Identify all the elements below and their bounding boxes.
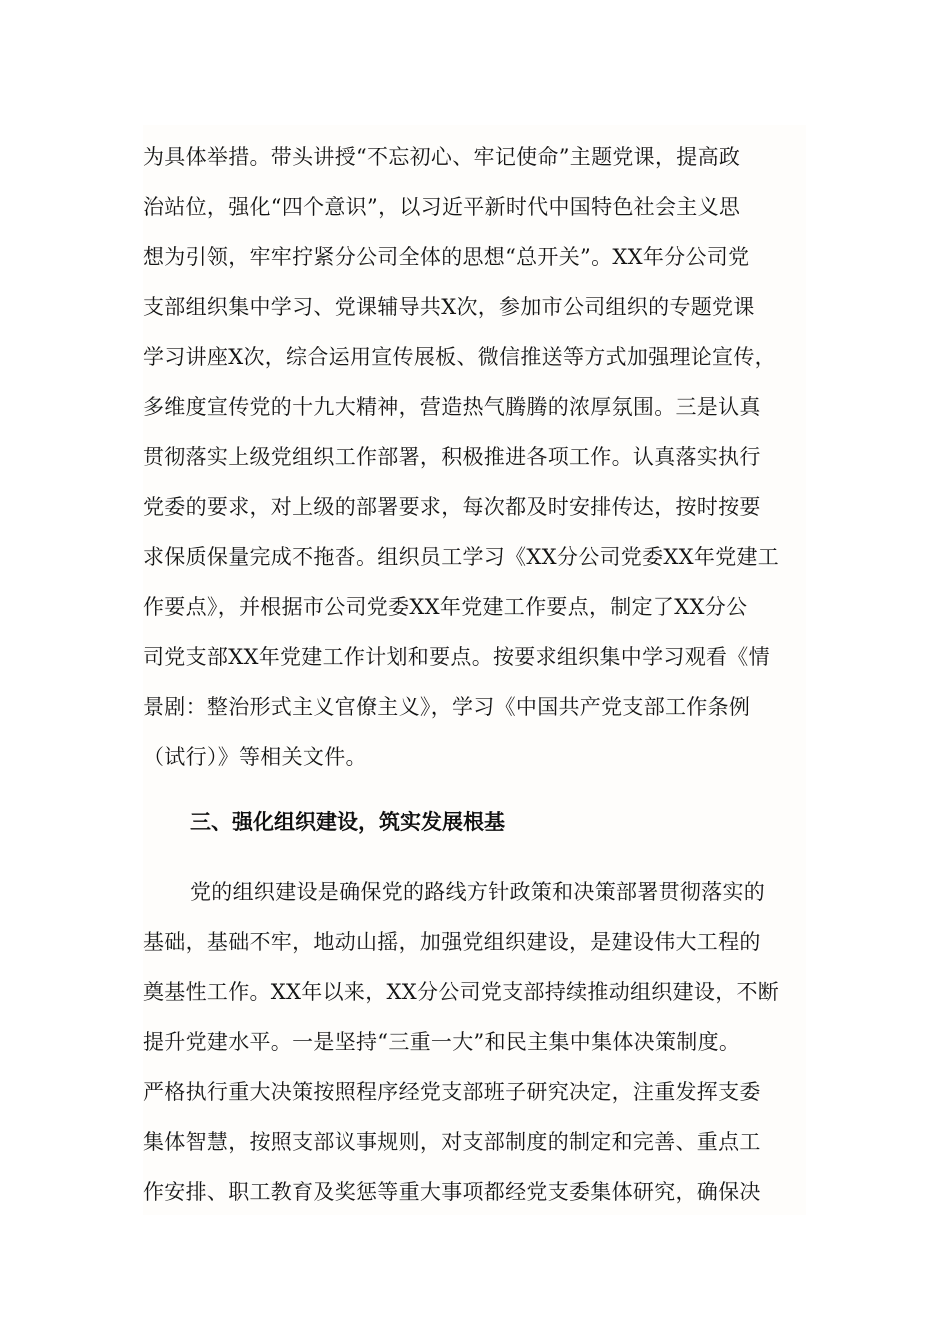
- paragraph-line: 想为引领，牢牢拧紧分公司全体的思想“总开关”。XX年分公司党: [143, 245, 750, 269]
- paragraph-line: 集体智慧，按照支部议事规则，对支部制度的制定和完善、重点工: [143, 1130, 761, 1154]
- paragraph-line: （试行）》等相关文件。: [143, 745, 367, 769]
- paragraph-line: 作要点》，并根据市公司党委XX年党建工作要点，制定了XX分公: [143, 595, 748, 619]
- paragraph-line: 作安排、职工教育及奖惩等重大事项都经党支委集体研究，确保决: [143, 1180, 761, 1204]
- paragraph-line: 景剧：整治形式主义官僚主义》，学习《中国共产党支部工作条例: [143, 695, 751, 719]
- paragraph-line: 多维度宣传党的十九大精神，营造热气腾腾的浓厚氛围。三是认真: [143, 395, 761, 419]
- section-heading: 三、强化组织建设，筑实发展根基: [190, 809, 505, 834]
- paragraph-line: 党的组织建设是确保党的路线方针政策和决策部署贯彻落实的: [190, 880, 766, 904]
- paragraph-line: 为具体举措。带头讲授“不忘初心、牢记使命”主题党课，提高政: [143, 145, 741, 169]
- paragraph-line: 贯彻落实上级党组织工作部署，积极推进各项工作。认真落实执行: [143, 445, 761, 469]
- paragraph-line: 学习讲座X次，综合运用宣传展板、微信推送等方式加强理论宣传，: [143, 345, 776, 369]
- paragraph-line: 奠基性工作。XX年以来，XX分公司党支部持续推动组织建设，不断: [143, 980, 780, 1004]
- paragraph-line: 支部组织集中学习、党课辅导共X次，参加市公司组织的专题党课: [143, 295, 755, 319]
- paragraph-line: 求保质保量完成不拖沓。组织员工学习《XX分公司党委XX年党建工: [143, 545, 780, 569]
- paragraph-line: 基础，基础不牢，地动山摇，加强党组织建设，是建设伟大工程的: [143, 930, 761, 954]
- paragraph-line: 党委的要求，对上级的部署要求，每次都及时安排传达，按时按要: [143, 495, 761, 519]
- document-body: [143, 125, 806, 1215]
- paragraph-line: 提升党建水平。一是坚持“三重一大”和民主集中集体决策制度。: [143, 1030, 741, 1054]
- paragraph-line: 司党支部XX年党建工作计划和要点。按要求组织集中学习观看《情: [143, 645, 770, 669]
- paragraph-line: 治站位，强化“四个意识”，以习近平新时代中国特色社会主义思: [143, 195, 741, 219]
- paragraph-line: 严格执行重大决策按照程序经党支部班子研究决定，注重发挥支委: [143, 1080, 761, 1104]
